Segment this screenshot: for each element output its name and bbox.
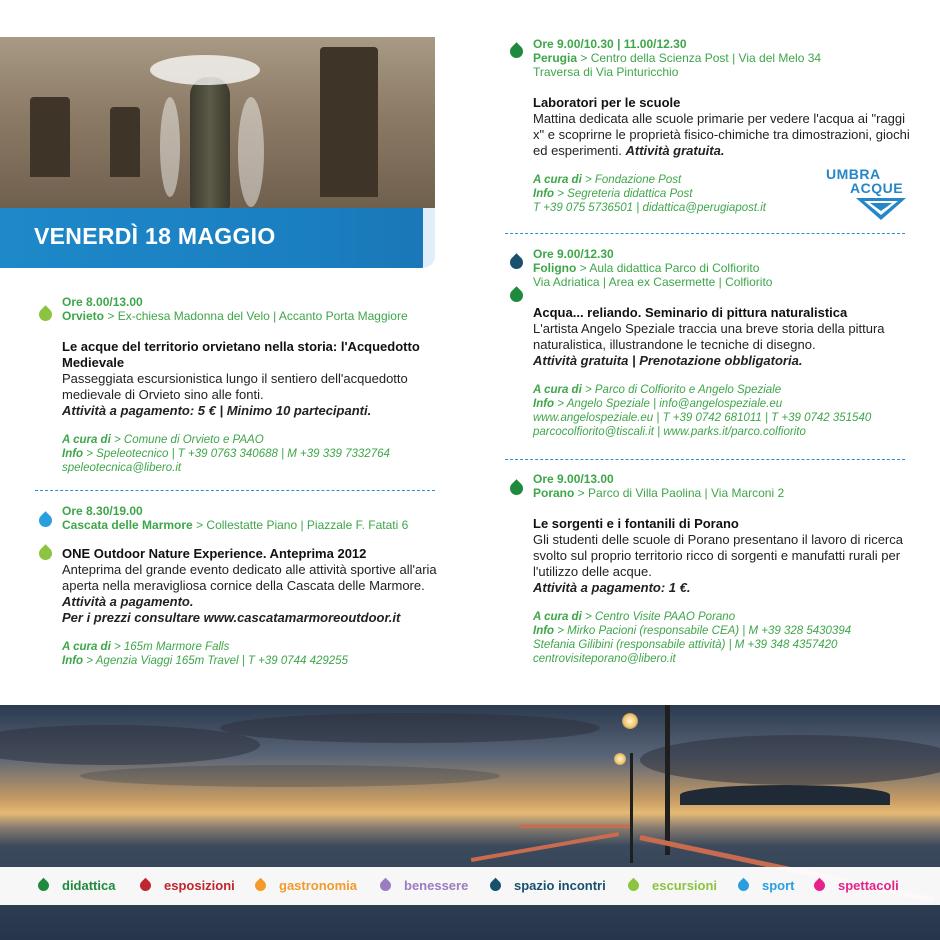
event-time: Ore 9.00/13.00 xyxy=(533,472,614,486)
umbra-acque-logo: UMBRA ACQUE xyxy=(822,166,908,222)
event-place: Porano > Parco di Villa Paolina | Via Marconi 2 xyxy=(533,486,785,500)
event-title: Le acque del territorio orvietano nella storia: l'Acquedotto Medievale xyxy=(62,339,420,370)
gastronomia-drop-icon xyxy=(253,878,269,894)
event-foligno xyxy=(533,247,923,439)
didattica-drop-icon xyxy=(507,479,525,497)
event-note: Attività a pagamento: 5 € | Minimo 10 partecipanti. xyxy=(62,403,372,418)
separator xyxy=(505,459,905,460)
event-contact-2: centrovisiteporano@libero.it xyxy=(533,653,676,665)
event-title: Acqua... reliando. Seminario di pittura naturalistica xyxy=(533,305,848,320)
escursioni-drop-icon xyxy=(626,878,642,894)
separator xyxy=(505,233,905,234)
escursioni-drop-icon xyxy=(36,544,54,562)
event-note: Attività a pagamento: 1 €. xyxy=(533,580,691,595)
event-porano xyxy=(533,472,923,666)
date-band xyxy=(0,208,435,268)
separator xyxy=(35,490,435,491)
event-title: Laboratori per le scuole xyxy=(533,95,681,110)
event-place: Foligno > Aula didattica Parco di Colfiorito xyxy=(533,261,760,275)
event-time: Ore 9.00/10.30 | 11.00/12.30 xyxy=(533,37,687,51)
event-curated: A cura di > Parco di Colfiorito e Angelo Speziale xyxy=(533,384,782,396)
fountain-photo xyxy=(0,37,435,209)
event-description: Gli studenti delle scuole di Porano presentano il lavoro di ricerca svolto sul proprio territorio ricco di sorgenti e manufatti rurali per l'utilizzo delle acque. xyxy=(533,532,903,579)
event-description: Passeggiata escursionistica lungo il sentiero dell'acquedotto medievale di Orvieto sino alle fonti. xyxy=(62,371,408,402)
event-contact: Stefania Gilibini (responsabile attività) | M +39 348 4357420 xyxy=(533,639,838,651)
event-description: Mattina dedicata alle scuole primarie per vedere l'acqua ai "raggi x" e scoprirne le proprietà fisico-chimiche tra dimostrazioni, giochi ed esperimenti. Attività gratuita. xyxy=(533,111,910,158)
didattica-drop-icon xyxy=(507,286,525,304)
event-curated: A cura di > Centro Visite PAAO Porano xyxy=(533,611,736,623)
event-place: Cascata delle Marmore > Collestatte Piano | Piazzale F. Fatati 6 xyxy=(62,518,409,532)
event-note: Per i prezzi consultare www.cascatamarmoreoutdoor.it xyxy=(62,610,401,625)
event-curated: A cura di > Comune di Orvieto e PAAO xyxy=(62,434,264,446)
event-orvieto xyxy=(62,295,442,475)
event-place: Orvieto > Ex-chiesa Madonna del Velo | Accanto Porta Maggiore xyxy=(62,309,408,323)
event-note: Attività gratuita | Prenotazione obbligatoria. xyxy=(533,353,803,368)
event-marmore xyxy=(62,504,442,668)
category-legend: didattica esposizioni gastronomia benessere spazio incontri escursioni sport spettacoli xyxy=(0,867,940,905)
event-place: Perugia > Centro della Scienza Post | Via del Melo 34 xyxy=(533,51,822,65)
esposizioni-drop-icon xyxy=(138,878,154,894)
spettacoli-drop-icon xyxy=(812,878,828,894)
event-info: Info > Speleotecnico | T +39 0763 340688 | M +39 339 7332764 xyxy=(62,448,390,460)
event-curated: A cura di > Fondazione Post xyxy=(533,174,682,186)
event-description: Anteprima del grande evento dedicato alle attività sportive all'aria aperta nella meravigliosa cornice della Cascata delle Marmore. Attività a pagamento. xyxy=(62,562,437,609)
event-info: Info > Segreteria didattica Post xyxy=(533,188,693,200)
escursioni-drop-icon xyxy=(36,305,54,323)
spazio-incontri-drop-icon xyxy=(488,878,504,894)
event-title: ONE Outdoor Nature Experience. Anteprima 2012 xyxy=(62,546,367,561)
sport-drop-icon xyxy=(736,878,752,894)
spazio-incontri-drop-icon xyxy=(507,253,525,271)
event-description: L'artista Angelo Speziale traccia una breve storia della pittura naturalistica, illustrandone le tecniche di disegno. xyxy=(533,321,885,352)
event-contact: www.angelospeziale.eu | T +39 0742 681011 | T +39 0742 351540 xyxy=(533,412,872,424)
benessere-drop-icon xyxy=(378,878,394,894)
event-contact-2: parcocolfiorito@tiscali.it | www.parks.it/parco.colfiorito xyxy=(533,426,806,438)
event-info: Info > Mirko Pacioni (responsabile CEA) | M +39 328 5430394 xyxy=(533,625,852,637)
didattica-drop-icon xyxy=(36,878,52,894)
event-time: Ore 8.30/19.00 xyxy=(62,504,143,518)
didattica-drop-icon xyxy=(507,42,525,60)
event-contact: T +39 075 5736501 | didattica@perugiapost.it xyxy=(533,202,767,214)
event-info: Info > Agenzia Viaggi 165m Travel | T +39 0744 429255 xyxy=(62,655,348,667)
event-place-line2: Via Adriatica | Area ex Casermette | Colfiorito xyxy=(533,275,773,289)
event-info: Info > Angelo Speziale | info@angelospeziale.eu xyxy=(533,398,783,410)
event-time: Ore 8.00/13.00 xyxy=(62,295,143,309)
event-contact: speleotecnica@libero.it xyxy=(62,462,182,474)
event-time: Ore 9.00/12.30 xyxy=(533,247,614,261)
event-title: Le sorgenti e i fontanili di Porano xyxy=(533,516,739,531)
date-title: VENERDÌ 18 MAGGIO xyxy=(34,223,276,249)
event-curated: A cura di > 165m Marmore Falls xyxy=(62,641,230,653)
event-place-line2: Traversa di Via Pinturicchio xyxy=(533,65,679,79)
sport-drop-icon xyxy=(36,511,54,529)
